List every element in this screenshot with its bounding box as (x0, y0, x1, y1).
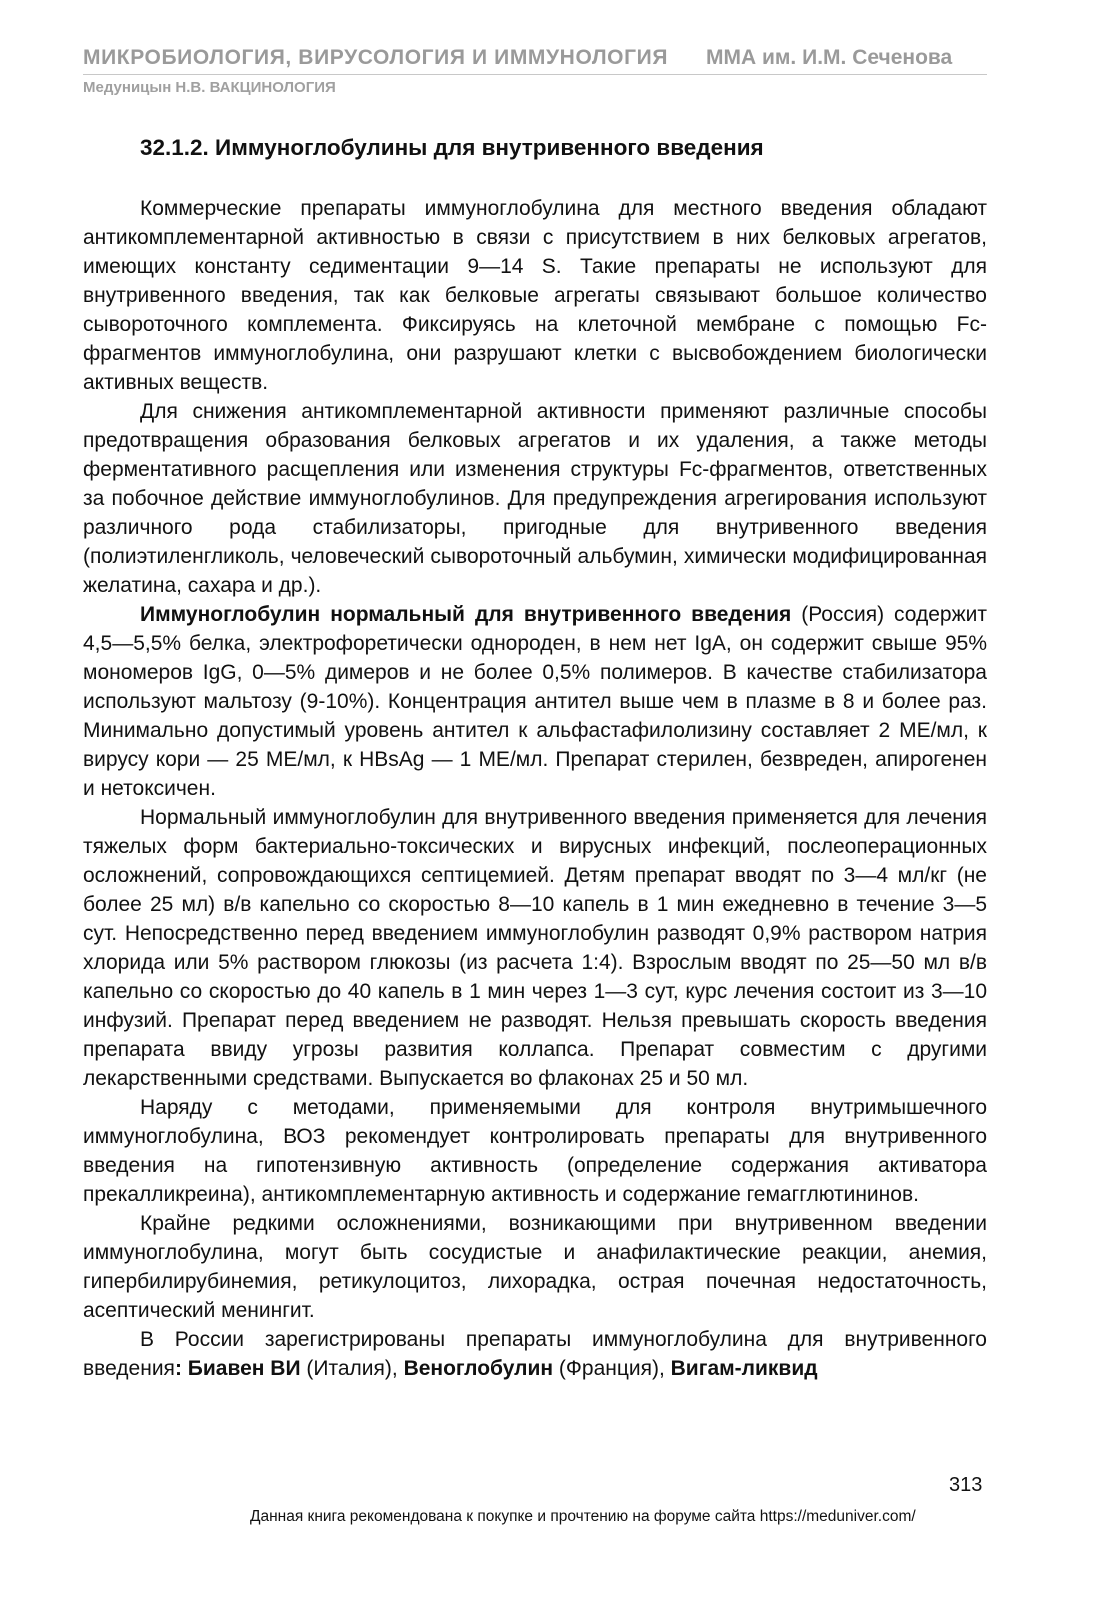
paragraph-2-text: Для снижения антикомплементарной активности применяют различные способы предотвращения образования белковых агрегатов и их удаления, а также методы ферментативного расщепления или изменения структуры Fc-фрагментов, ответственных за побочное действие иммуноглобулинов. Для предупреждения агрегирования используют различного рода стабилизаторы, пригодные для внутривенного введения (полиэтиленгликоль, человеческий сывороточный альбумин, химически модифицированная желатина, сахара и др.). (83, 400, 987, 597)
paragraph-7-lead: В России зарегистрированы препараты иммуноглобулина для внутривенного введения (83, 1328, 987, 1380)
country-italy: (Италия), (300, 1357, 404, 1380)
paragraph-7-colon: : (174, 1357, 182, 1380)
country-france: (Франция), (553, 1357, 671, 1380)
paragraph-1 (83, 194, 987, 397)
paragraph-3 (83, 600, 987, 803)
footer-note: Данная книга рекомендована к покупке и прочтению на форуме сайта https://meduniver.com/ (250, 1508, 916, 1525)
paragraph-7 (83, 1325, 987, 1383)
section-title: 32.1.2. Иммуноглобулины для внутривенного введения (140, 135, 764, 160)
paragraph-1-text: Коммерческие препараты иммуноглобулина для местного введения обладают антикомплементарной активностью в связи с присутствием в них белковых агрегатов, имеющих константу седиментации 9—14 S. Такие препараты не используют для внутривенного введения, так как белковые агрегаты связывают большое количество сывороточного комплемента. Фиксируясь на клеточной мембране с помощью Fc-фрагментов иммуноглобулина, они разрушают клетки с высвобождением биологически активных веществ. (83, 197, 987, 394)
page-number: 313 (949, 1474, 983, 1496)
drug-name-venoglobulin: Веноглобулин (403, 1357, 554, 1380)
drug-name-highlight: Иммуноглобулин нормальный для внутривенного введения (140, 603, 792, 626)
paragraph-3-text: (Россия) содержит 4,5—5,5% белка, электрофоретически однороден, в нем нет IgA, он содержит свыше 95% мономеров IgG, 0—5% димеров и не более 0,5% полимеров. В качестве стабилизатора используют мальтозу (9-10%). Концентрация антител выше чем в плазме в 8 и более раз. Минимально допустимый уровень антител к альфастафилолизину составляет 2 МЕ/мл, к вирусу кори — 25 МЕ/мл, к HBsAg — 1 МЕ/мл. Препарат стерилен, безвреден, апирогенен и нетоксичен. (83, 603, 988, 800)
paragraph-5-text: Наряду с методами, применяемыми для контроля внутримышечного иммуноглобулина, ВОЗ рекомендует контролировать препараты для внутривенного введения на гипотензивную активность (определение содержания активатора прекалликреина), антикомплементарную активность и содержание гемагглютининов. (83, 1096, 987, 1206)
drug-name-biaven: Биавен ВИ (187, 1357, 301, 1380)
paragraph-4-text: Нормальный иммуноглобулин для внутривенного введения применяется для лечения тяжелых форм бактериально-токсических и вирусных инфекций, послеоперационных осложнений, сопровождающихся септицемией. Детям препарат вводят по 3—4 мл/кг (не более 25 мл) в/в капельно со скоростью 8—10 капель в 1 мин ежедневно в течение 3—5 сут. Непосредственно перед введением иммуноглобулин разводят 0,9% раствором натрия хлорида или 5% раствором глюкозы (из расчета 1:4). Взрослым вводят по 25—50 мл в/в капельно со скоростью до 40 капель в 1 мин через 1—3 сут, курс лечения состоит из 3—10 инфузий. Препарат перед введением не разводят. Нельзя превышать скорость введения препарата ввиду угрозы развития коллапса. Препарат совместим с другими лекарственными средствами. Выпускается во флаконах 25 и 50 мл. (83, 806, 987, 1090)
body-text (83, 194, 987, 1383)
running-header-subtitle: Медуницын Н.В. ВАКЦИНОЛОГИЯ (83, 79, 336, 96)
paragraph-6-text: Крайне редкими осложнениями, возникающими при внутривенном введении иммуноглобулина, могут быть сосудистые и анафилактические реакции, анемия, гипербилирубинемия, ретикулоцитоз, лихорадка, острая почечная недостаточность, асептический менингит. (83, 1212, 987, 1322)
header-divider (83, 74, 987, 75)
paragraph-6 (83, 1209, 987, 1325)
drug-name-vigam: Вигам-ликвид (670, 1357, 818, 1380)
paragraph-2 (83, 397, 987, 600)
paragraph-4 (83, 803, 987, 1093)
running-header-right: ММА им. И.М. Сеченова (706, 46, 953, 69)
paragraph-5 (83, 1093, 987, 1209)
running-header-left: МИКРОБИОЛОГИЯ, ВИРУСОЛОГИЯ И ИММУНОЛОГИЯ (83, 46, 669, 69)
